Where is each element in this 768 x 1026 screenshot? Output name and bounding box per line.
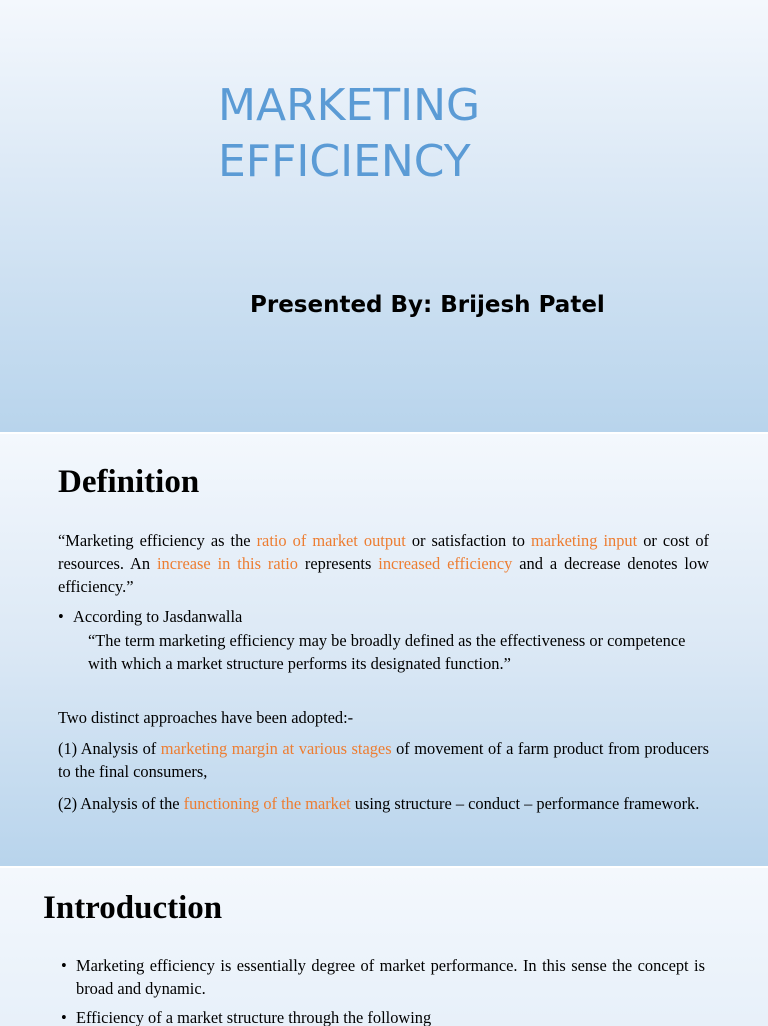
approach-1-highlight: marketing margin at various stages <box>160 739 392 758</box>
approach-2-text-1: (2) Analysis of the <box>58 794 184 813</box>
approach-1-text-1: (1) Analysis of <box>58 739 161 758</box>
intro-bullet-1-text: Marketing efficiency is essentially degree of market performance. In this sense the concept is broad and dynamic. <box>76 956 705 998</box>
definition-text-5: and a decrease denotes low efficiency.” <box>58 554 710 596</box>
approach-2-highlight: functioning of the market <box>183 794 351 813</box>
definition-highlight-3: increase in this ratio <box>157 554 298 573</box>
bullet-jasdanwalla <box>58 605 243 628</box>
definition-slide <box>0 434 768 866</box>
definition-heading: Definition <box>58 464 200 500</box>
definition-text-2: or satisfaction to <box>405 531 531 550</box>
approach-1-text-2: of movement of a farm product from producers to the final consumers, <box>58 739 709 781</box>
intro-bullet-1 <box>61 954 705 1000</box>
bullet-icon: • <box>58 607 64 626</box>
approach-1 <box>58 737 709 783</box>
jasdanwalla-quote: “The term marketing efficiency may be broadly defined as the effectiveness or competence with which a market structure performs its designated function.” <box>88 631 686 673</box>
definition-paragraph <box>58 529 709 598</box>
approaches-intro: Two distinct approaches have been adopted:- <box>58 708 354 727</box>
definition-text-3: or cost of resources. An <box>58 531 709 573</box>
intro-bullet-2 <box>61 1006 705 1026</box>
approach-2-text-2: using structure – conduct – performance framework. <box>350 794 700 813</box>
bullet-icon: • <box>61 1008 67 1026</box>
definition-text-4: represents <box>297 554 379 573</box>
definition-highlight-1: ratio of market output <box>256 531 406 550</box>
bullet-icon: • <box>61 956 67 975</box>
slide-title <box>218 78 480 190</box>
title-line-1: MARKETING <box>218 80 481 131</box>
presenter-name: Presented By: Brijesh Patel <box>250 292 605 318</box>
intro-bullet-2-text: Efficiency of a market structure through the following <box>76 1008 432 1026</box>
definition-text-1: “Marketing efficiency as the <box>58 531 257 550</box>
introduction-slide <box>0 868 768 1026</box>
approach-2 <box>58 792 709 815</box>
title-line-2: EFFICIENCY <box>218 136 471 187</box>
bullet-label: According to Jasdanwalla <box>73 607 243 626</box>
title-slide <box>0 0 768 432</box>
definition-highlight-2: marketing input <box>530 531 638 550</box>
definition-highlight-4: increased efficiency <box>378 554 513 573</box>
introduction-heading: Introduction <box>43 890 223 926</box>
